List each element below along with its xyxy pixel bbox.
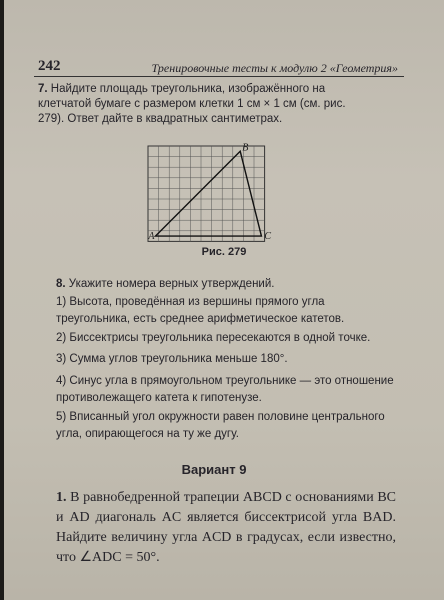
variant-9-task-1 <box>56 488 396 568</box>
task-8-number: 8. <box>56 278 66 290</box>
statement-1: 1) Высота, проведённая из вершины прямого угла треугольника, есть среднее арифметическое катетов. <box>56 296 345 325</box>
task-7 <box>38 82 372 127</box>
vertex-label-a: A <box>148 231 155 243</box>
statement-3: 3) Сумма углов треугольника меньше 180°. <box>56 353 288 365</box>
page-header <box>34 52 404 77</box>
running-title: Тренировочные тесты к модулю 2 «Геометрия» <box>151 61 398 75</box>
statement-5: 5) Вписанный угол окружности равен половине центрального угла, опирающегося на ту же дугу. <box>56 411 385 440</box>
figure-caption: Рис. 279 <box>201 246 247 258</box>
task-8-prompt <box>56 277 386 292</box>
vertex-label-c: C <box>264 231 272 243</box>
triangle-grid-figure <box>142 140 272 244</box>
variant-9-task-1-number: 1. <box>56 490 67 505</box>
page-number: 242 <box>38 58 61 74</box>
vertex-label-b: B <box>242 142 249 154</box>
statement-4: 4) Синус угла в прямоугольном треугольнике — это отношение противолежащего катета к гипотенузе. <box>56 375 394 404</box>
variant-title: Вариант 9 <box>181 462 247 477</box>
variant-9-task-1-text: В равнобедренной трапеции ABCD с основаниями BC и AD диагональ AC является биссектрисой угла BAD. Найдите величину угла ACD в градусах, если известно, что ∠ADC = 50°. <box>56 490 397 565</box>
task-7-number: 7. <box>38 83 48 95</box>
grid-frame <box>148 146 265 241</box>
statement-2: 2) Биссектрисы треугольника пересекаются в одной точке. <box>56 332 371 344</box>
triangle-abc <box>155 151 261 236</box>
book-page <box>4 0 444 600</box>
task-8-prompt-text: Укажите номера верных утверждений. <box>68 278 275 290</box>
task-7-text: Найдите площадь треугольника, изображённого на клетчатой бумаге с размером клетки 1 см × 1 см (см. рис. 279). Ответ дайте в квадратных сантиметрах. <box>38 83 346 125</box>
